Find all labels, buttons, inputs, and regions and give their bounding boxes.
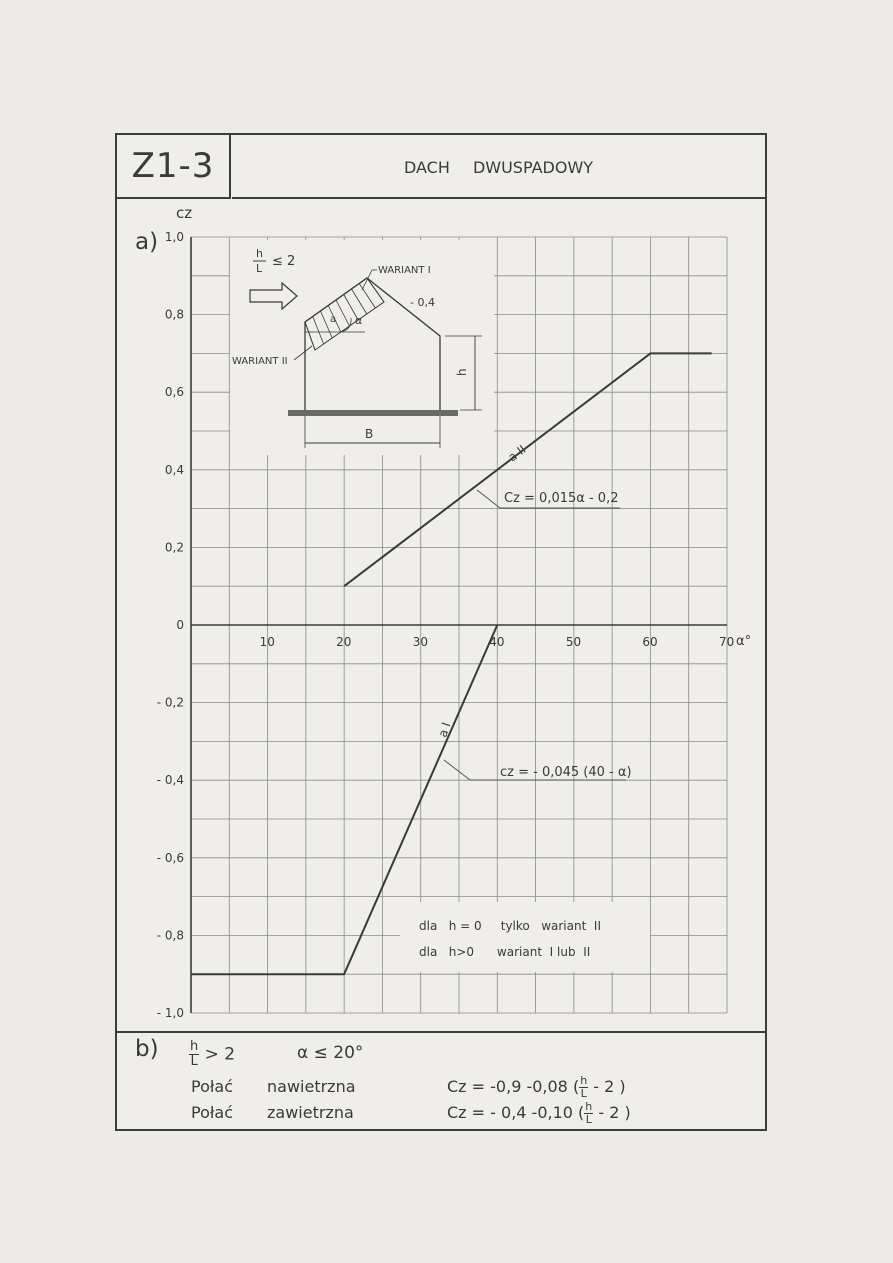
inset-a-label: a [330,314,337,325]
x-tick-label: 30 [412,635,428,649]
inset-ratio-den: L [256,262,263,275]
y-tick-label: 0,4 [164,462,184,477]
leeward-value: - 0,4 [410,296,435,309]
y-tick-label: 0,6 [164,385,184,400]
roof-side-1: nawietrzna [267,1077,356,1096]
x-tick-label: 10 [259,635,275,649]
series-label-a-i: a I [435,720,454,739]
formula-ii: Cz = 0,015α - 0,2 [504,491,619,506]
note-box [400,902,650,972]
inset-background [230,240,494,455]
roof-formula-1: Cz = -0,9 -0,08 ( $\frac{h}{L}$ - 2 ) [447,1074,626,1100]
roof-inset-diagram [230,240,494,455]
roof-side-2: zawietrzna [267,1103,354,1122]
y-tick-label: - 0,8 [156,928,184,943]
b-dim-label: B [365,427,374,441]
x-tick-label: 60 [642,635,658,649]
y-tick-label: - 0,2 [156,695,184,710]
y-tick-label: - 0,6 [156,850,184,865]
roof-formula-2: Cz = - 0,4 -0,10 ( $\frac{h}{L}$ - 2 ) [447,1100,631,1126]
x-tick-label: 50 [565,635,582,649]
y-tick-label: 0,2 [164,540,184,555]
roof-name-1: Połać [191,1077,234,1096]
y-tick-label: 0,8 [164,307,184,322]
x-tick-label: 40 [489,635,505,649]
y-tick-label: - 1,0 [156,1006,184,1020]
section-b-label: b) [135,1036,159,1062]
h-dim-label: h [455,368,469,376]
variant2-label: WARIANT II [232,356,288,367]
note-line-1: dla h = 0 tylko wariant II [419,919,601,933]
condition-ratio: $\frac{h}{L}$ > 2 [190,1039,236,1069]
formula-ii-leader [477,490,500,508]
section-a-label: a) [135,229,159,255]
y-tick-label: - 0,4 [156,773,184,788]
variant1-label: WARIANT I [378,265,431,276]
inset-ratio-rel: ≤ 2 [272,254,296,269]
series-label-a-ii: a II [505,442,529,465]
condition-angle: α ≤ 20° [297,1043,364,1063]
x-axis-label: α° [736,634,752,649]
y-tick-label: 0 [176,618,184,632]
roof-name-2: Połać [191,1103,234,1122]
sheet-title: DACH DWUSPADOWY [232,135,765,199]
sheet-code: Z1-3 [117,135,231,199]
formula-i-leader [444,760,470,780]
x-tick-label: 70 [719,635,735,649]
y-tick-label: 1,0 [164,230,184,244]
note-line-2: dla h>0 wariant I lub II [419,945,591,959]
ground-hatch [288,410,458,416]
y-axis-label: cz [176,204,193,222]
inset-ratio-num: h [256,247,263,260]
inset-angle-label: α [355,314,363,327]
formula-i: cz = - 0,045 (40 - α) [500,765,632,780]
x-tick-label: 20 [336,635,352,649]
